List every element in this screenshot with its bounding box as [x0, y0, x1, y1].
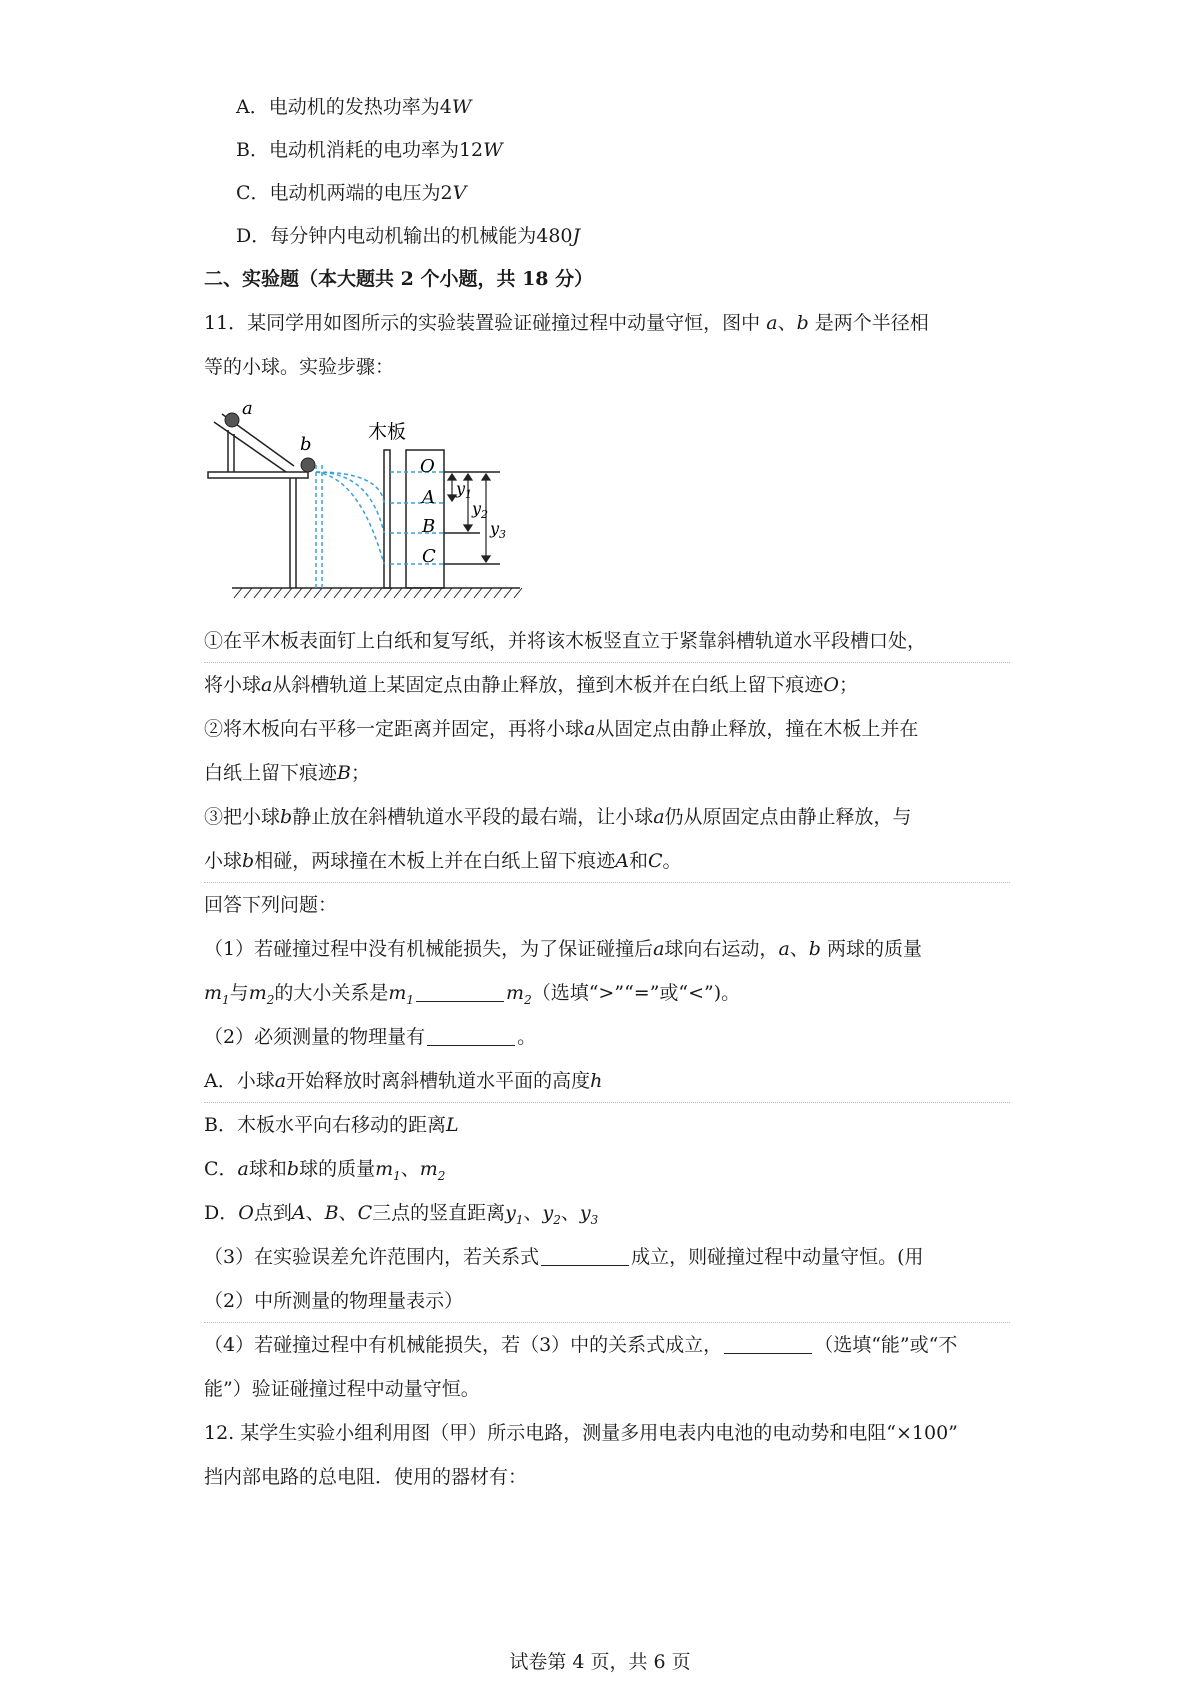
ball-b: [301, 458, 315, 472]
q12-line2: 挡内部电路的总电阻．使用的器材有：: [204, 1466, 528, 1488]
step2-line2: 白纸上留下痕迹B；: [204, 762, 370, 784]
step3-line1: ③把小球b静止放在斜槽轨道水平段的最右端，让小球a仍从原固定点由静止释放，与: [204, 806, 912, 828]
answer-prompt: 回答下列问题：: [204, 894, 338, 916]
step1-line2: 将小球a从斜槽轨道上某固定点由静止释放，撞到木板并在白纸上留下痕迹O；: [204, 674, 858, 696]
part1-line2: $m_1$与$m_2$的大小关系是$m_1$ $m_2$（选填“>”“=”或“<”)。: [204, 982, 741, 1007]
step2-line1: ②将木板向右平移一定距离并固定，再将小球a从固定点由静止释放，撞在木板上并在: [204, 718, 919, 740]
label-A: A: [422, 487, 435, 508]
q11-intro-line1: 11．某同学用如图所示的实验装置验证碰撞过程中动量守恒，图中 a、b 是两个半径相: [204, 312, 929, 334]
choice-d: D．O点到A、B、C三点的竖直距离$y_1$、$y_2$、$y_3$: [204, 1202, 599, 1227]
section-title: 二、实验题（本大题共 2 个小题，共 18 分）: [204, 268, 594, 290]
choice-a: A．小球a开始释放时离斜槽轨道水平面的高度h: [204, 1070, 603, 1092]
experiment-figure: [220, 398, 540, 608]
choice-c: C．a球和b球的质量$m_1$、$m_2$: [204, 1158, 446, 1183]
label-B: B: [422, 516, 436, 537]
label-y3: $y_3$: [490, 519, 507, 541]
label-board: 木板: [368, 421, 407, 443]
board-near: [384, 450, 390, 588]
step1-line1: ①在平木板表面钉上白纸和复写纸，并将该木板竖直立于紧靠斜槽轨道水平段槽口处，: [204, 630, 927, 652]
label-a: a: [242, 398, 253, 419]
step3-line2: 小球b相碰，两球撞在木板上并在白纸上留下痕迹A和C。: [204, 850, 682, 872]
label-y1: $y_1$: [456, 479, 473, 501]
ground-hatching: [234, 588, 522, 598]
label-y2: $y_2$: [472, 499, 489, 521]
option-d: D．每分钟内电动机输出的机械能为480J: [236, 225, 581, 247]
option-c: C．电动机两端的电压为2V: [236, 182, 467, 204]
choice-b: B．木板水平向右移动的距离L: [204, 1114, 459, 1136]
page-footer: 试卷第 4 页，共 6 页: [509, 1651, 691, 1673]
option-a: A．电动机的发热功率为4W: [236, 96, 472, 118]
part1-line1: （1）若碰撞过程中没有机械能损失，为了保证碰撞后a球向右运动，a、b 两球的质量: [204, 938, 923, 960]
answer-blank-4[interactable]: [724, 1335, 812, 1354]
label-b: b: [300, 434, 312, 455]
part3-line1: （3）在实验误差允许范围内，若关系式 成立，则碰撞过程中动量守恒。(用: [204, 1246, 924, 1268]
label-O: O: [420, 456, 435, 477]
table-top: [208, 472, 308, 478]
answer-blank-1[interactable]: [416, 983, 504, 1002]
part3-line2: （2）中所测量的物理量表示）: [204, 1290, 464, 1312]
option-b: B．电动机消耗的电功率为12W: [236, 139, 503, 161]
q11-intro-line2: 等的小球。实验步骤：: [204, 356, 395, 378]
q12-line1: 12. 某学生实验小组利用图（甲）所示电路，测量多用电表内电池的电动势和电阻“×100”: [204, 1422, 958, 1444]
answer-blank-2[interactable]: [427, 1027, 515, 1046]
ball-a: [225, 413, 239, 427]
label-C: C: [422, 546, 436, 567]
part4-line1: （4）若碰撞过程中有机械能损失，若（3）中的关系式成立， （选填“能”或“不: [204, 1334, 958, 1356]
part2: （2）必须测量的物理量有 。: [204, 1026, 537, 1048]
answer-blank-3[interactable]: [541, 1247, 629, 1266]
part4-line2: 能”）验证碰撞过程中动量守恒。: [204, 1378, 480, 1400]
